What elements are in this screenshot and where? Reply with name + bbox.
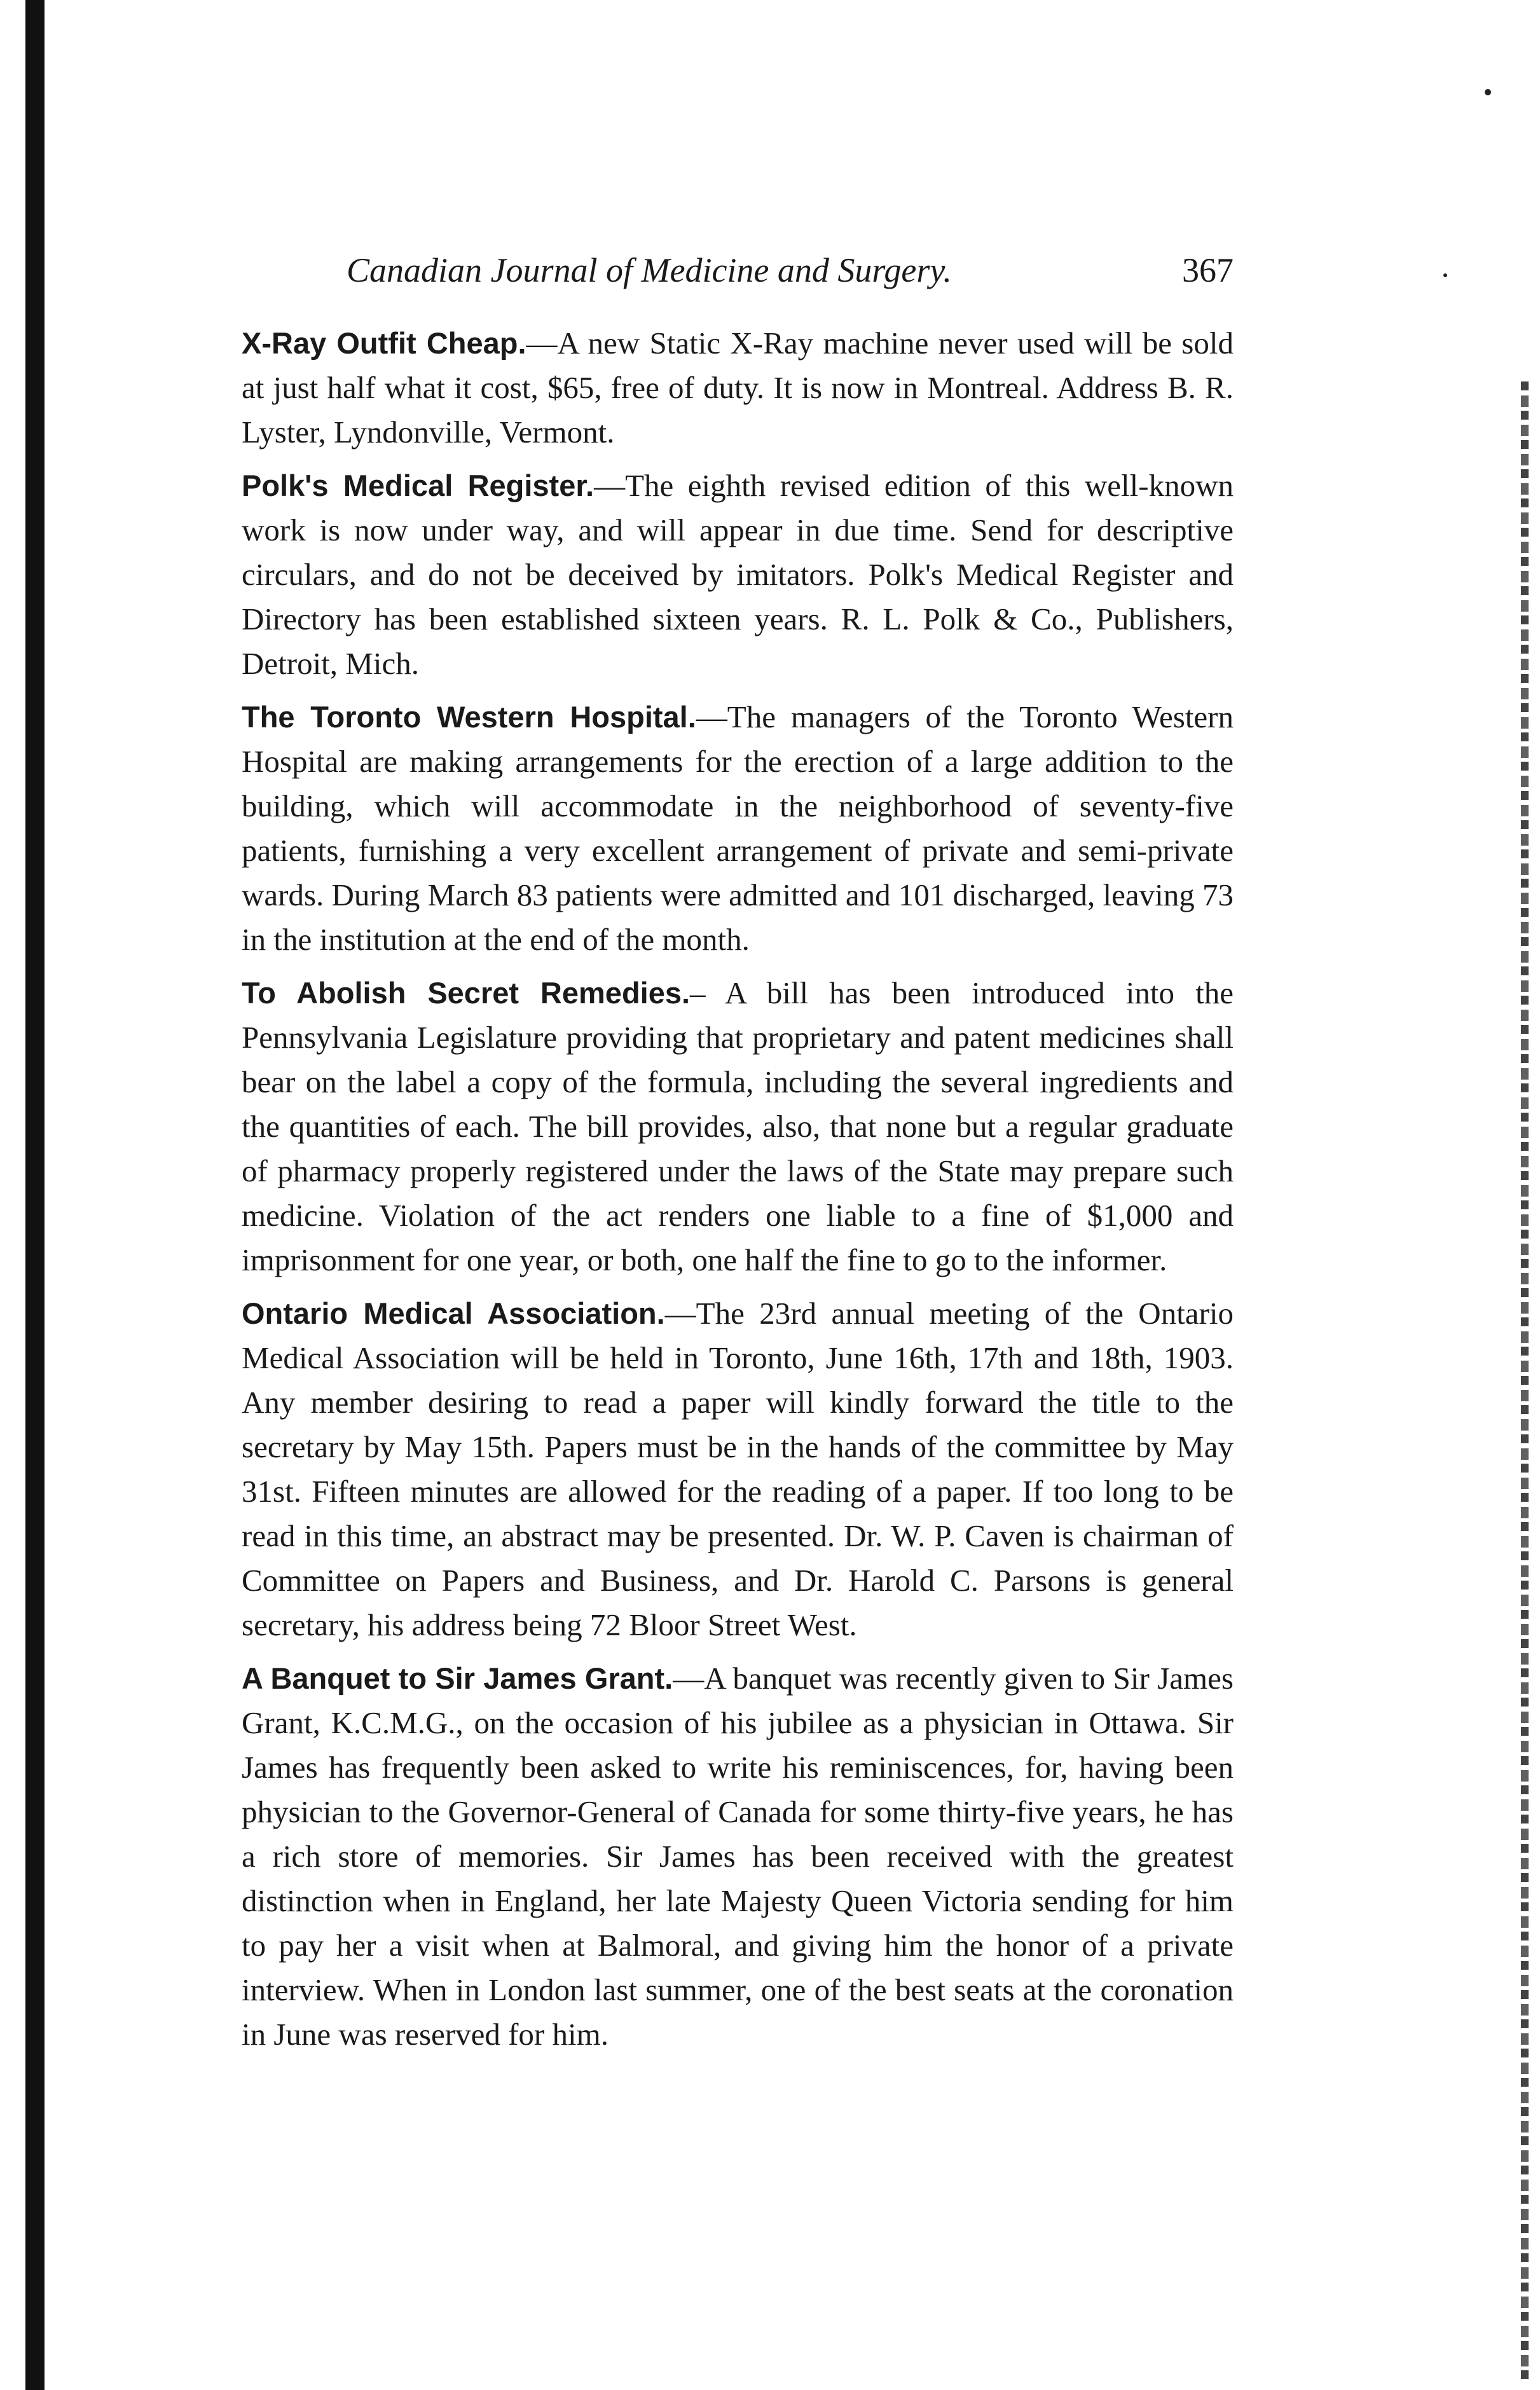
article-polks-register bbox=[242, 464, 1234, 686]
article-ontario-medical-association bbox=[242, 1291, 1234, 1647]
article-paragraph bbox=[242, 1656, 1234, 2057]
article-headline: The Toronto Western Hospital. bbox=[242, 700, 696, 734]
article-body: —The managers of the Toronto Western Hospital are making arrangements for the erection of a large addition to the building, which will accommodate in the neighborhood of seventy-five patients, furnishing a very excellent arrangement of private and semi-private wards. During March 83 patients were admitted and 101 discharged, leaving 73 in the institution at the end of the month. bbox=[242, 699, 1234, 957]
article-paragraph bbox=[242, 971, 1234, 1282]
article-paragraph bbox=[242, 464, 1234, 686]
scan-speck bbox=[1485, 89, 1491, 95]
article-body: – A bill has been introduced into the Pennsylvania Legislature providing that proprietary and patent medicines shall bear on the label a copy of the formula, including the several ingredients and the quantities of each. The bill provides, also, that none but a regular graduate of pharmacy properly registered under the laws of the State may prepare such medicine. Violation of the act renders one liable to a fine of $1,000 and imprisonment for one year, or both, one half the fine to go to the informer. bbox=[242, 975, 1234, 1277]
scan-right-edge-marks bbox=[1521, 381, 1529, 2384]
scan-speck bbox=[1443, 273, 1447, 277]
article-headline: A Banquet to Sir James Grant. bbox=[242, 1661, 673, 1695]
article-xray-outfit bbox=[242, 321, 1234, 455]
article-headline: To Abolish Secret Remedies. bbox=[242, 976, 691, 1010]
article-body: —A new Static X-Ray machine never used will be sold at just half what it cost, $65, free of duty. It is now in Montreal. Address B. R. Lyster, Lyndonville, Vermont. bbox=[242, 326, 1234, 450]
journal-title: Canadian Journal of Medicine and Surgery. bbox=[347, 251, 952, 289]
article-paragraph bbox=[242, 695, 1234, 962]
article-paragraph bbox=[242, 321, 1234, 455]
article-toronto-western-hospital bbox=[242, 695, 1234, 962]
journal-page bbox=[242, 245, 1234, 2066]
article-banquet-sir-james-grant bbox=[242, 1656, 1234, 2057]
article-paragraph bbox=[242, 1291, 1234, 1647]
article-body: —The eighth revised edition of this well-known work is now under way, and will appear in due time. Send for descriptive circulars, and do not be deceived by imitators. Polk's Medical Register and Directory has been established sixteen years. R. L. Polk & Co., Publishers, Detroit, Mich. bbox=[242, 468, 1234, 681]
article-headline: X-Ray Outfit Cheap. bbox=[242, 326, 526, 360]
running-head bbox=[242, 245, 1234, 296]
article-headline: Ontario Medical Association. bbox=[242, 1296, 665, 1330]
article-body: —The 23rd annual meeting of the Ontario Medical Association will be held in Toronto, June 16th, 17th and 18th, 1903. Any member desiring to read a paper will kindly forward the title to the secretary by May 15th. Papers must be in the hands of the committee by May 31st. Fifteen minutes are allowed for the reading of a paper. If too long to be read in this time, an abstract may be presented. Dr. W. P. Caven is chairman of Committee on Papers and Business, and Dr. Harold C. Parsons is general secretary, his address being 72 Bloor Street West. bbox=[242, 1296, 1234, 1642]
scan-left-border bbox=[25, 0, 45, 2390]
page-number: 367 bbox=[1182, 251, 1234, 289]
article-headline: Polk's Medical Register. bbox=[242, 469, 595, 502]
article-secret-remedies bbox=[242, 971, 1234, 1282]
article-body: —A banquet was recently given to Sir James Grant, K.C.M.G., on the occasion of his jubilee as a physician in Ottawa. Sir James has frequently been asked to write his reminiscences, for, having been physician to the Governor-General of Canada for some thirty-five years, he has a rich store of memories. Sir James has been received with the greatest distinction when in England, her late Majesty Queen Victoria sending for him to pay her a visit when at Balmoral, and giving him the honor of a private interview. When in London last summer, one of the best seats at the coronation in June was reserved for him. bbox=[242, 1661, 1234, 2052]
